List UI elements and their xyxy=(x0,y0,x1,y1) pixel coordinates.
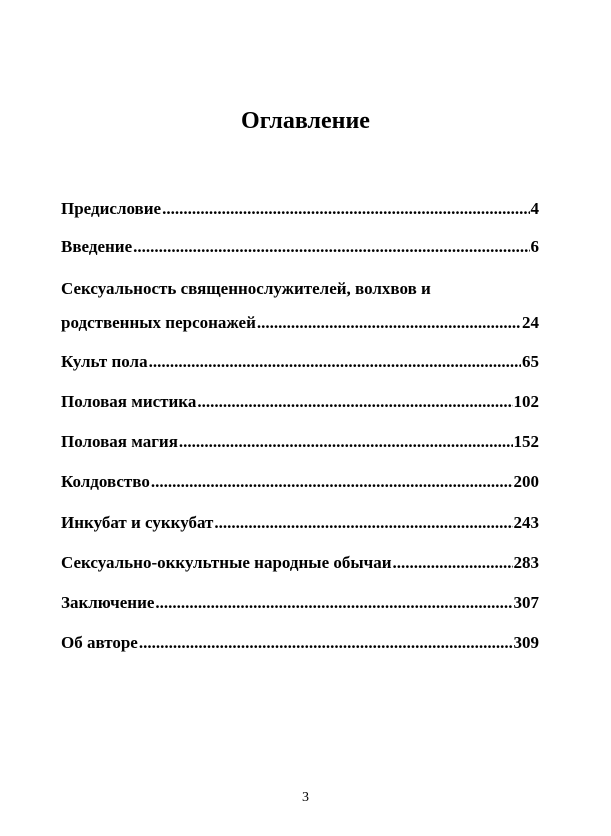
toc-entry-about-author[interactable] xyxy=(61,633,539,653)
toc-entry-page: 283 xyxy=(513,553,539,572)
toc-entry-page: 6 xyxy=(530,237,539,256)
toc-entry-page: 200 xyxy=(513,472,539,491)
dot-leader xyxy=(139,633,513,653)
toc-entry-page: 24 xyxy=(522,313,539,332)
toc-entry-cult-of-sex[interactable] xyxy=(61,352,539,372)
dot-leader xyxy=(133,237,529,257)
dot-leader xyxy=(197,392,512,412)
toc-entry-label-line1: Сексуальность священнослужителей, волхвов и xyxy=(61,279,431,298)
toc-entry-sexual-magic[interactable] xyxy=(61,432,539,452)
toc-entry-label: Половая мистика xyxy=(61,392,197,411)
toc-entry-label: Колдовство xyxy=(61,472,150,491)
dot-leader xyxy=(257,313,521,333)
toc-entry-label: Сексуально-оккультные народные обычаи xyxy=(61,553,392,572)
toc-entry-preface[interactable] xyxy=(61,199,539,219)
toc-entry-label: Инкубат и суккубат xyxy=(61,513,214,532)
page-number: 3 xyxy=(302,790,309,805)
toc-entry-folk-customs[interactable] xyxy=(61,553,539,573)
dot-leader xyxy=(151,472,513,492)
toc-entry-label: Введение xyxy=(61,237,133,256)
toc-entry-witchcraft[interactable] xyxy=(61,472,539,492)
toc-entry-incubus-succubus[interactable] xyxy=(61,513,539,533)
toc-entry-page: 309 xyxy=(513,633,539,652)
toc-entry-label: Заключение xyxy=(61,593,155,612)
dot-leader xyxy=(155,593,512,613)
toc-entry-conclusion[interactable] xyxy=(61,593,539,613)
dot-leader xyxy=(214,513,512,533)
dot-leader xyxy=(393,553,513,573)
toc-entry-label: Половая магия xyxy=(61,432,178,451)
dot-leader xyxy=(162,199,529,219)
toc-entry-label: родственных персонажей xyxy=(61,313,256,332)
toc-entry-sexual-mysticism[interactable] xyxy=(61,392,539,412)
toc-entry-page: 102 xyxy=(513,392,539,411)
toc-entry-label: Культ пола xyxy=(61,352,148,371)
toc-entry-page: 307 xyxy=(513,593,539,612)
toc-entry-page: 243 xyxy=(513,513,539,532)
toc-entry-label: Предисловие xyxy=(61,199,162,218)
toc-entry-page: 4 xyxy=(530,199,539,218)
dot-leader xyxy=(149,352,521,372)
toc-entry-clergy-sexuality[interactable] xyxy=(61,279,539,333)
toc-entry-label: Об авторе xyxy=(61,633,138,652)
dot-leader xyxy=(179,432,513,452)
toc-entry-page: 152 xyxy=(513,432,539,451)
toc-entry-introduction[interactable] xyxy=(61,237,539,257)
toc-entry-page: 65 xyxy=(522,352,539,371)
page-title: Оглавление xyxy=(241,108,370,134)
